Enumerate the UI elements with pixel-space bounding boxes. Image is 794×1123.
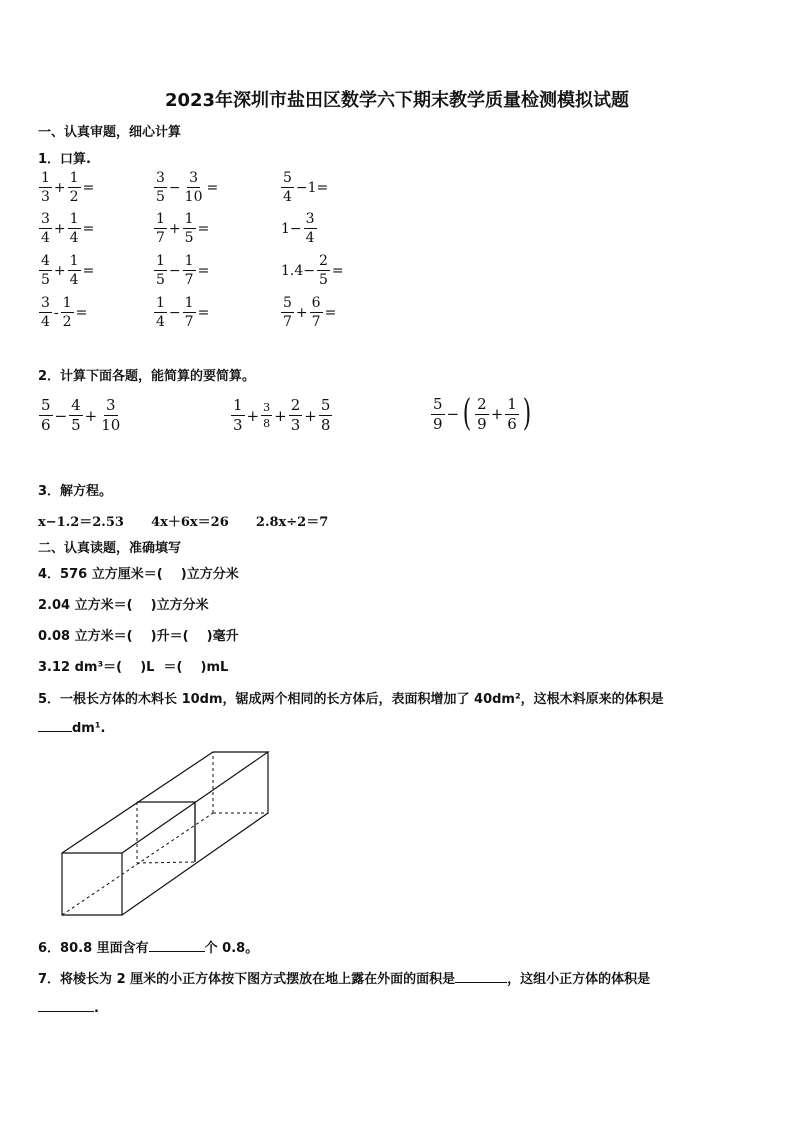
fraction <box>183 254 196 287</box>
operator: −1= <box>295 179 329 196</box>
denominator: 9 <box>433 414 443 433</box>
operator: − <box>54 406 68 425</box>
mental-math-item <box>280 296 337 329</box>
mental-math-item <box>153 212 210 245</box>
numerator: 1 <box>69 170 79 186</box>
denominator: 8 <box>263 417 271 430</box>
denominator: 5 <box>319 272 328 288</box>
operator: + <box>53 262 66 279</box>
q4-line-1: 4．576 立方厘米＝( )立方分米 <box>38 567 239 582</box>
denominator: 6 <box>41 416 51 434</box>
fraction <box>154 171 167 204</box>
answer-blank[interactable] <box>38 731 72 732</box>
denominator: 7 <box>283 314 292 330</box>
fraction <box>475 394 489 433</box>
fraction <box>154 254 167 287</box>
q4-line-2: 2.04 立方米＝( )立方分米 <box>38 598 209 613</box>
section-2-heading: 二、认真读题，准确填写 <box>38 541 182 556</box>
question-6 <box>38 937 258 956</box>
operator: + <box>168 220 181 237</box>
numerator: 1 <box>156 253 165 269</box>
question-5-text: 5．一根长方体的木料长 10dm，锯成两个相同的长方体后，表面积增加了 40dm²，这根木料原来的体积是 <box>38 692 664 707</box>
operator: + <box>53 220 66 237</box>
numerator: 2 <box>477 394 487 413</box>
equals-sign: = <box>324 304 337 321</box>
denominator: 4 <box>41 230 50 246</box>
mental-math-item <box>38 296 88 329</box>
denominator: 8 <box>320 416 331 434</box>
equals-sign: = <box>197 220 210 237</box>
numerator: 3 <box>305 211 315 227</box>
denominator: 7 <box>311 314 321 330</box>
fraction <box>68 171 81 204</box>
operator: + <box>295 304 308 321</box>
denominator: 2 <box>69 189 79 205</box>
denominator: 2 <box>62 314 72 330</box>
fraction <box>261 402 272 429</box>
fraction <box>39 212 52 245</box>
fraction <box>183 296 196 329</box>
cuboid-figure <box>55 745 275 925</box>
numerator: 4 <box>71 396 81 414</box>
fraction <box>39 398 53 433</box>
question-7-text-mid: ，这组小正方体的体积是 <box>507 972 651 987</box>
denominator: 3 <box>290 416 301 434</box>
page-title: 2023年深圳市盐田区数学六下期末教学质量检测模拟试题 <box>164 90 630 111</box>
fraction <box>183 212 196 245</box>
question-7-line-2 <box>38 1001 99 1016</box>
answer-unit: dm¹. <box>72 721 106 736</box>
question-7-end: . <box>94 1001 99 1016</box>
numerator: 1 <box>156 295 165 311</box>
operator: - <box>53 304 59 321</box>
numerator: 1 <box>62 295 72 311</box>
section-1-heading: 一、认真审题，细心计算 <box>38 125 182 140</box>
denominator: 4 <box>305 230 315 246</box>
fraction <box>431 394 445 433</box>
equals-sign: = <box>206 179 219 196</box>
mental-math-item <box>153 296 210 329</box>
numerator: 2 <box>319 253 328 269</box>
numerator: 1 <box>184 253 194 269</box>
operator: + <box>53 179 66 196</box>
operator: = <box>331 262 344 279</box>
equals-sign: = <box>82 262 95 279</box>
numerator: 3 <box>41 211 50 227</box>
fraction <box>39 254 52 287</box>
operator: + <box>304 406 317 425</box>
fraction <box>317 254 330 287</box>
fraction <box>154 212 167 245</box>
numerator: 1 <box>41 170 50 186</box>
denominator: 4 <box>156 314 165 330</box>
fraction <box>39 171 52 204</box>
equations: x−1.2＝2.53 4x＋6x＝26 2.8x÷2＝7 <box>38 515 329 530</box>
mental-math-item <box>280 254 345 287</box>
fraction <box>154 296 167 329</box>
mental-math-item <box>280 171 329 204</box>
equals-sign: = <box>197 262 210 279</box>
denominator: 10 <box>101 416 121 434</box>
denominator: 5 <box>156 272 165 288</box>
operator: − <box>168 304 181 321</box>
mental-math-item <box>38 254 95 287</box>
mental-math-item <box>38 212 95 245</box>
denominator: 4 <box>41 314 50 330</box>
numerator: 1 <box>69 253 79 269</box>
question-2-label: 2．计算下面各题，能简算的要简算。 <box>38 369 256 384</box>
denominator: 5 <box>184 230 194 246</box>
fraction <box>281 171 294 204</box>
mental-math-item <box>38 171 95 204</box>
fraction <box>39 296 52 329</box>
right-parenthesis: ) <box>522 393 532 434</box>
equals-sign: = <box>82 220 95 237</box>
denominator: 3 <box>233 416 243 434</box>
fraction <box>99 398 122 433</box>
numerator: 3 <box>106 396 116 414</box>
numerator: 1 <box>156 211 165 227</box>
denominator: 5 <box>41 272 50 288</box>
question-6-text-end: 个 0.8。 <box>204 941 259 956</box>
mental-math-item <box>153 171 219 204</box>
numerator: 1 <box>184 295 194 311</box>
numerator: 5 <box>433 394 443 413</box>
denominator: 3 <box>41 189 50 205</box>
q2-expression-1 <box>38 398 123 433</box>
fraction <box>289 398 303 433</box>
numerator: 3 <box>156 170 165 186</box>
denominator: 7 <box>184 272 194 288</box>
question-7-text: 7．将棱长为 2 厘米的小正方体按下图方式摆放在地上露在外面的面积是 <box>38 972 456 987</box>
answer-blank[interactable] <box>38 1011 94 1012</box>
numerator: 4 <box>41 253 50 269</box>
hidden-edge <box>137 862 195 863</box>
answer-blank[interactable] <box>149 951 205 952</box>
numerator: 5 <box>320 396 331 414</box>
operator: − <box>168 262 181 279</box>
fraction <box>68 254 81 287</box>
operator: + <box>84 406 98 425</box>
denominator: 5 <box>71 416 81 434</box>
denominator: 10 <box>184 189 203 205</box>
denominator: 4 <box>69 230 79 246</box>
operator: − <box>446 405 460 423</box>
denominator: 4 <box>69 272 79 288</box>
numerator: 1 <box>184 211 194 227</box>
numerator: 1 <box>507 394 517 413</box>
fraction <box>281 296 294 329</box>
prefix: 1− <box>281 220 302 237</box>
operator: + <box>246 406 260 425</box>
operator: + <box>490 405 504 423</box>
front-face <box>62 853 122 915</box>
operator: − <box>168 179 181 196</box>
numerator: 1 <box>69 211 79 227</box>
numerator: 3 <box>263 401 271 414</box>
denominator: 5 <box>156 189 165 205</box>
denominator: 7 <box>184 314 194 330</box>
question-1-label: 1．口算. <box>38 152 91 167</box>
numerator: 2 <box>290 396 301 414</box>
q2-expression-2 <box>230 398 333 433</box>
equals-sign: = <box>82 179 95 196</box>
q2-expression-3 <box>430 393 534 434</box>
question-6-text: 6．80.8 里面含有 <box>38 941 149 956</box>
q4-line-3: 0.08 立方米＝( )升＝( )毫升 <box>38 629 239 644</box>
left-parenthesis: ( <box>462 393 472 434</box>
numerator: 6 <box>311 295 321 311</box>
numerator: 3 <box>41 295 50 311</box>
fraction <box>69 398 83 433</box>
numerator: 5 <box>283 295 292 311</box>
fraction <box>61 296 74 329</box>
question-5-answer <box>38 721 105 736</box>
numerator: 3 <box>189 170 199 186</box>
denominator: 4 <box>283 189 292 205</box>
fraction <box>304 212 317 245</box>
equals-sign: = <box>75 304 88 321</box>
numerator: 5 <box>283 170 292 186</box>
denominator: 9 <box>477 414 487 433</box>
q4-line-4: 3.12 dm³＝( )L ＝( )mL <box>38 660 229 675</box>
mental-math-item <box>153 254 210 287</box>
numerator: 5 <box>41 396 51 414</box>
fraction <box>183 171 205 204</box>
answer-blank[interactable] <box>455 982 507 983</box>
operator: + <box>274 406 287 425</box>
equals-sign: = <box>197 304 210 321</box>
cut-edge <box>137 802 195 862</box>
numerator: 1 <box>233 396 243 414</box>
fraction <box>68 212 81 245</box>
fraction <box>310 296 323 329</box>
denominator: 7 <box>156 230 165 246</box>
question-3-label: 3．解方程。 <box>38 484 113 499</box>
fraction <box>231 398 245 433</box>
fraction <box>319 398 333 433</box>
prefix: 1.4− <box>281 262 315 279</box>
fraction <box>505 394 519 433</box>
mental-math-item <box>280 212 318 245</box>
question-7 <box>38 968 650 987</box>
denominator: 6 <box>507 414 517 433</box>
